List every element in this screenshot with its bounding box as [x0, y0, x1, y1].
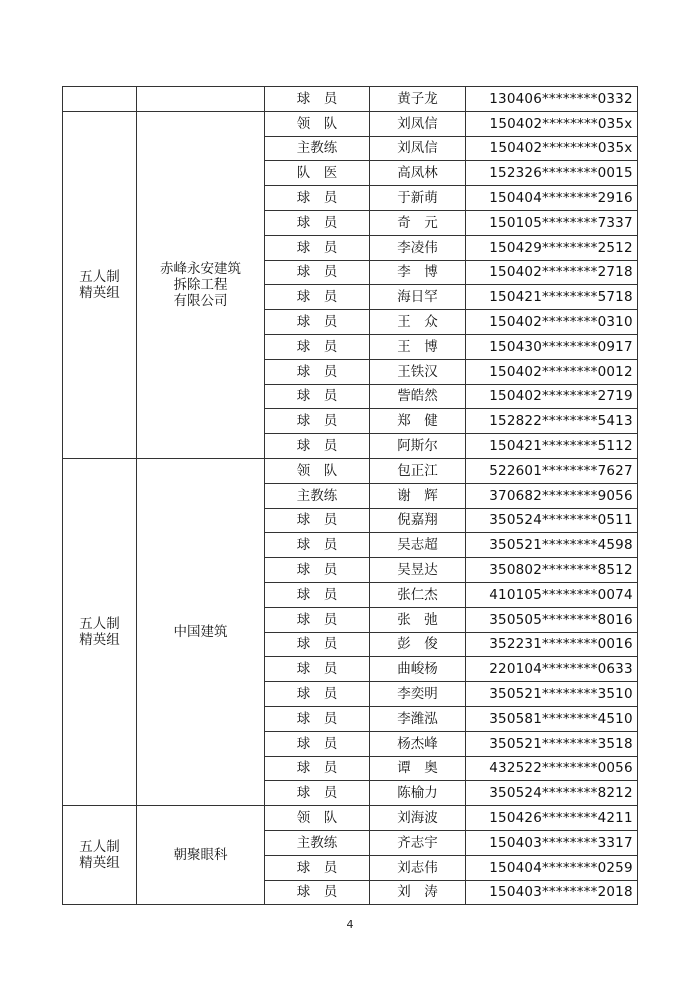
- name-cell: 李凌伟: [370, 235, 466, 260]
- name-cell: 彭 俊: [370, 632, 466, 657]
- table-row: [63, 458, 638, 483]
- id-number-cell: 350521********3518: [466, 731, 638, 756]
- id-number-cell: 150402********0310: [466, 310, 638, 335]
- role-cell: 球 员: [265, 607, 370, 632]
- role-cell: 球 员: [265, 682, 370, 707]
- name-cell: 奇 元: [370, 210, 466, 235]
- name-cell: 曲峻杨: [370, 657, 466, 682]
- name-cell: 张仁杰: [370, 582, 466, 607]
- name-cell: 张 弛: [370, 607, 466, 632]
- role-cell: 球 员: [265, 632, 370, 657]
- role-cell: 主教练: [265, 483, 370, 508]
- name-cell: 阿斯尔: [370, 434, 466, 459]
- team-name-cell: 中国建筑: [137, 458, 265, 805]
- role-cell: 球 员: [265, 657, 370, 682]
- id-number-cell: 150402********0012: [466, 359, 638, 384]
- id-number-cell: 150426********4211: [466, 806, 638, 831]
- name-cell: 訾皓然: [370, 384, 466, 409]
- team-name-cell: [137, 87, 265, 112]
- role-cell: 球 员: [265, 285, 370, 310]
- id-number-cell: 150421********5718: [466, 285, 638, 310]
- group-cell: [63, 87, 137, 112]
- id-number-cell: 152326********0015: [466, 161, 638, 186]
- name-cell: 刘 涛: [370, 880, 466, 905]
- id-number-cell: 150105********7337: [466, 210, 638, 235]
- name-cell: 谭 奥: [370, 756, 466, 781]
- id-number-cell: 522601********7627: [466, 458, 638, 483]
- role-cell: 球 员: [265, 384, 370, 409]
- page-number: 4: [346, 918, 354, 931]
- role-cell: 球 员: [265, 235, 370, 260]
- id-number-cell: 350524********0511: [466, 508, 638, 533]
- id-number-cell: 350802********8512: [466, 558, 638, 583]
- id-number-cell: 432522********0056: [466, 756, 638, 781]
- id-number-cell: 150402********2718: [466, 260, 638, 285]
- id-number-cell: 352231********0016: [466, 632, 638, 657]
- name-cell: 黄子龙: [370, 87, 466, 112]
- name-cell: 吴志超: [370, 533, 466, 558]
- name-cell: 刘海波: [370, 806, 466, 831]
- role-cell: 球 员: [265, 359, 370, 384]
- table-row: [63, 87, 638, 112]
- id-number-cell: 150403********2018: [466, 880, 638, 905]
- name-cell: 刘志伟: [370, 855, 466, 880]
- id-number-cell: 150402********035x: [466, 111, 638, 136]
- role-cell: 主教练: [265, 136, 370, 161]
- role-cell: 球 员: [265, 310, 370, 335]
- role-cell: 队 医: [265, 161, 370, 186]
- id-number-cell: 350505********8016: [466, 607, 638, 632]
- group-cell: 五人制 精英组: [63, 111, 137, 458]
- name-cell: 王 博: [370, 334, 466, 359]
- name-cell: 包正江: [370, 458, 466, 483]
- name-cell: 李潍泓: [370, 706, 466, 731]
- name-cell: 杨杰峰: [370, 731, 466, 756]
- id-number-cell: 350581********4510: [466, 706, 638, 731]
- name-cell: 李 博: [370, 260, 466, 285]
- role-cell: 球 员: [265, 781, 370, 806]
- role-cell: 球 员: [265, 434, 370, 459]
- role-cell: 球 员: [265, 706, 370, 731]
- id-number-cell: 150402********2719: [466, 384, 638, 409]
- id-number-cell: 150421********5112: [466, 434, 638, 459]
- id-number-cell: 150403********3317: [466, 830, 638, 855]
- id-number-cell: 152822********5413: [466, 409, 638, 434]
- group-cell: 五人制 精英组: [63, 806, 137, 905]
- name-cell: 郑 健: [370, 409, 466, 434]
- role-cell: 球 员: [265, 508, 370, 533]
- role-cell: 领 队: [265, 111, 370, 136]
- name-cell: 王铁汉: [370, 359, 466, 384]
- name-cell: 齐志宇: [370, 830, 466, 855]
- id-number-cell: 410105********0074: [466, 582, 638, 607]
- role-cell: 球 员: [265, 582, 370, 607]
- role-cell: 球 员: [265, 87, 370, 112]
- id-number-cell: 150402********035x: [466, 136, 638, 161]
- role-cell: 球 员: [265, 186, 370, 211]
- role-cell: 球 员: [265, 756, 370, 781]
- name-cell: 海日罕: [370, 285, 466, 310]
- role-cell: 球 员: [265, 533, 370, 558]
- name-cell: 刘凤信: [370, 136, 466, 161]
- id-number-cell: 370682********9056: [466, 483, 638, 508]
- id-number-cell: 150430********0917: [466, 334, 638, 359]
- table-row: [63, 806, 638, 831]
- role-cell: 领 队: [265, 458, 370, 483]
- role-cell: 球 员: [265, 260, 370, 285]
- role-cell: 球 员: [265, 731, 370, 756]
- id-number-cell: 130406********0332: [466, 87, 638, 112]
- id-number-cell: 220104********0633: [466, 657, 638, 682]
- id-number-cell: 350524********8212: [466, 781, 638, 806]
- role-cell: 球 员: [265, 558, 370, 583]
- role-cell: 球 员: [265, 880, 370, 905]
- name-cell: 倪嘉翔: [370, 508, 466, 533]
- id-number-cell: 350521********4598: [466, 533, 638, 558]
- name-cell: 谢 辉: [370, 483, 466, 508]
- role-cell: 领 队: [265, 806, 370, 831]
- name-cell: 刘凤信: [370, 111, 466, 136]
- role-cell: 球 员: [265, 210, 370, 235]
- role-cell: 球 员: [265, 334, 370, 359]
- name-cell: 于新萌: [370, 186, 466, 211]
- table-row: [63, 111, 638, 136]
- team-name-cell: 赤峰永安建筑 拆除工程 有限公司: [137, 111, 265, 458]
- group-cell: 五人制 精英组: [63, 458, 137, 805]
- roster-table: [62, 86, 638, 905]
- name-cell: 李奕明: [370, 682, 466, 707]
- roster-body: [63, 87, 638, 905]
- name-cell: 王 众: [370, 310, 466, 335]
- id-number-cell: 150404********0259: [466, 855, 638, 880]
- name-cell: 高凤林: [370, 161, 466, 186]
- role-cell: 球 员: [265, 409, 370, 434]
- name-cell: 陈榆力: [370, 781, 466, 806]
- id-number-cell: 350521********3510: [466, 682, 638, 707]
- team-name-cell: 朝聚眼科: [137, 806, 265, 905]
- role-cell: 球 员: [265, 855, 370, 880]
- id-number-cell: 150429********2512: [466, 235, 638, 260]
- id-number-cell: 150404********2916: [466, 186, 638, 211]
- role-cell: 主教练: [265, 830, 370, 855]
- name-cell: 吴昱达: [370, 558, 466, 583]
